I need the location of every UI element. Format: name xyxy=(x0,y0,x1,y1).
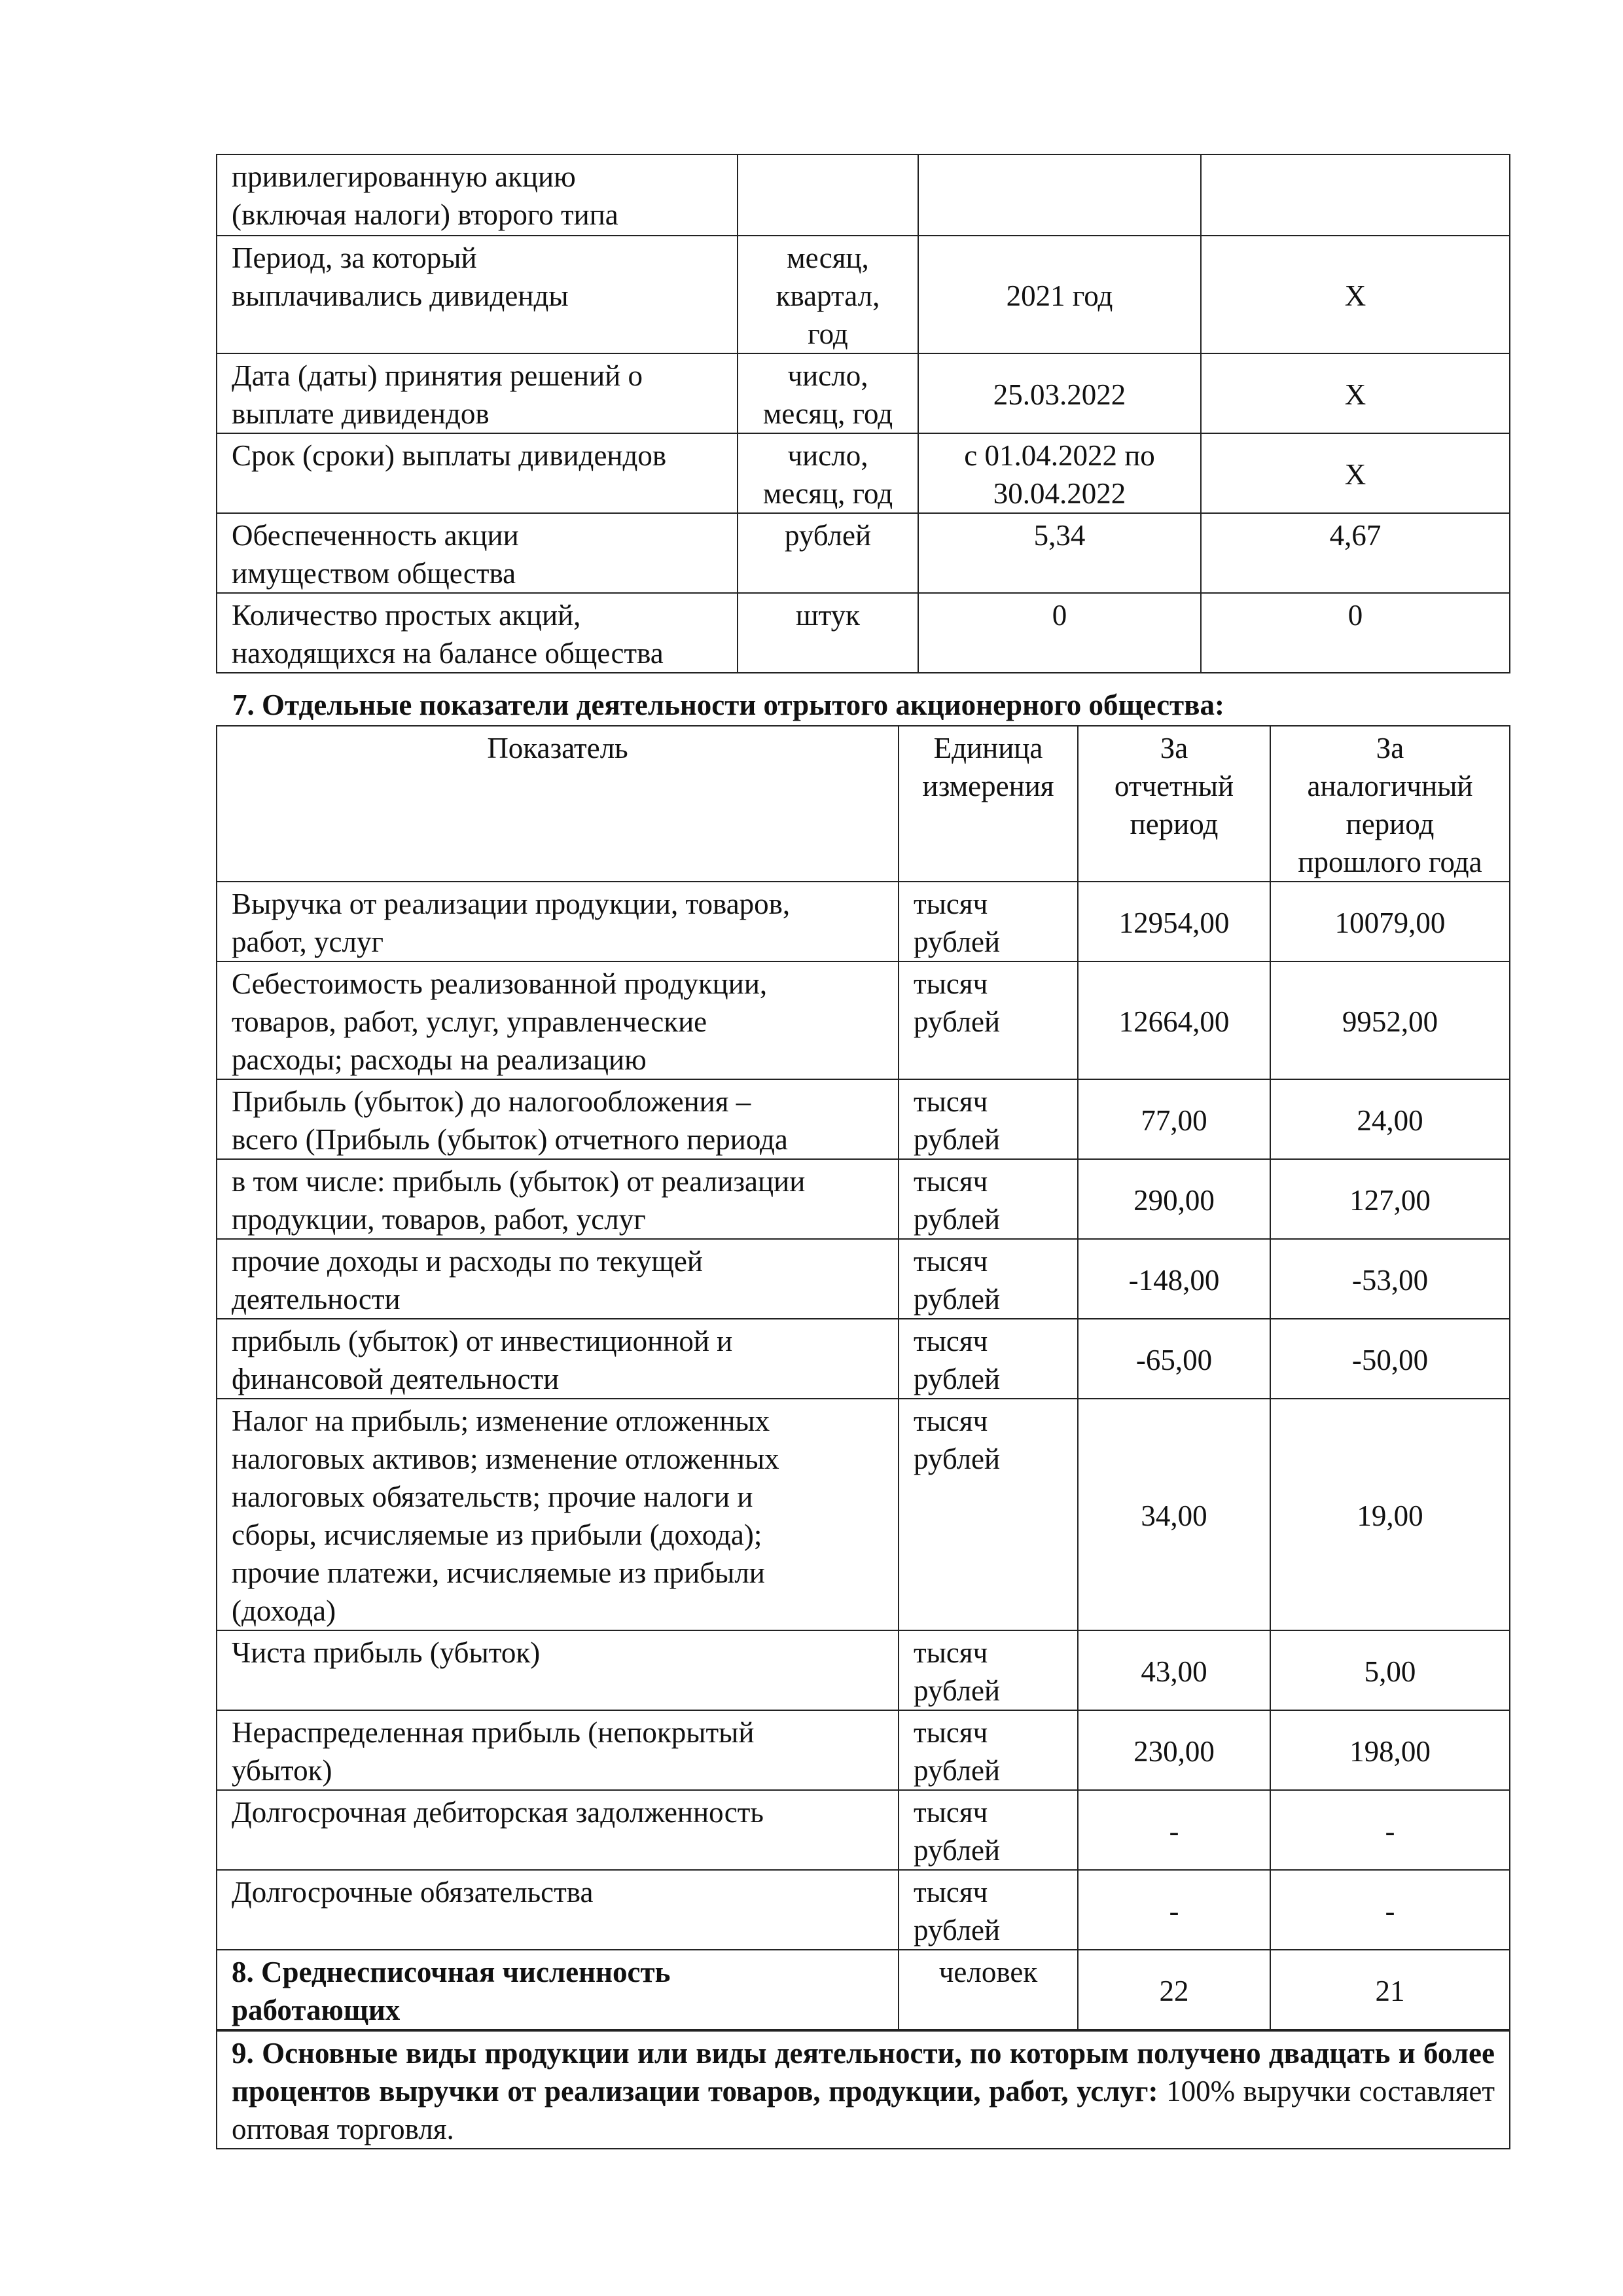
row-unit: рублей xyxy=(738,513,918,593)
row-previous: -53,00 xyxy=(1270,1239,1510,1319)
table-row xyxy=(217,593,1510,673)
row-label: Нераспределенная прибыль (непокрытый убыток) xyxy=(217,1710,899,1790)
row-unit: тысяч рублей xyxy=(899,1790,1078,1870)
row-current: 5,34 xyxy=(918,513,1201,593)
row-label: Срок (сроки) выплаты дивидендов xyxy=(217,433,738,513)
row-label: привилегированную акцию (включая налоги) второго типа xyxy=(217,154,738,236)
row-current: 12954,00 xyxy=(1078,882,1270,961)
row-current: 77,00 xyxy=(1078,1079,1270,1159)
row-previous: - xyxy=(1270,1790,1510,1870)
row-current: 0 xyxy=(918,593,1201,673)
row-current: 43,00 xyxy=(1078,1630,1270,1710)
row-unit: число, месяц, год xyxy=(738,353,918,433)
table-row xyxy=(217,236,1510,353)
row-previous: X xyxy=(1201,353,1510,433)
table-row xyxy=(217,1239,1510,1319)
header-current-period: За отчетный период xyxy=(1078,726,1270,882)
row-unit: штук xyxy=(738,593,918,673)
row-unit: число, месяц, год xyxy=(738,433,918,513)
section-7-title: 7. Отдельные показатели деятельности отрытого акционерного общества: xyxy=(232,689,1224,721)
table-row xyxy=(217,1630,1510,1710)
row-previous: 24,00 xyxy=(1270,1079,1510,1159)
row-label: Количество простых акций, находящихся на балансе общества xyxy=(217,593,738,673)
row-current: -148,00 xyxy=(1078,1239,1270,1319)
row-unit: тысяч рублей xyxy=(899,882,1078,961)
row-unit xyxy=(738,154,918,236)
row-label: Чиста прибыль (убыток) xyxy=(217,1630,899,1710)
row-unit: тысяч рублей xyxy=(899,1710,1078,1790)
row-previous: 0 xyxy=(1201,593,1510,673)
row-current: 25.03.2022 xyxy=(918,353,1201,433)
section-9-text xyxy=(217,2030,1510,2149)
row-previous: 5,00 xyxy=(1270,1630,1510,1710)
row-unit: тысяч рублей xyxy=(899,961,1078,1079)
row-current: 2021 год xyxy=(918,236,1201,353)
row-label: Период, за который выплачивались дивиденды xyxy=(217,236,738,353)
row-current: 290,00 xyxy=(1078,1159,1270,1239)
row-label: Себестоимость реализованной продукции, товаров, работ, услуг, управленческие расходы; расходы на реализацию xyxy=(217,961,899,1079)
table-row xyxy=(217,1079,1510,1159)
table-row xyxy=(217,1399,1510,1630)
row-unit: тысяч рублей xyxy=(899,1319,1078,1399)
section-8-unit: человек xyxy=(899,1950,1078,2030)
row-previous: 4,67 xyxy=(1201,513,1510,593)
row-label: Долгосрочные обязательства xyxy=(217,1870,899,1950)
row-current: 34,00 xyxy=(1078,1399,1270,1630)
section-9-value: 100% выручки составляет оптовая торговля. xyxy=(232,2075,1495,2145)
row-previous: 10079,00 xyxy=(1270,882,1510,961)
row-previous: 19,00 xyxy=(1270,1399,1510,1630)
header-previous-period: За аналогичный период прошлого года xyxy=(1270,726,1510,882)
table-header-row xyxy=(217,726,1510,882)
row-previous: -50,00 xyxy=(1270,1319,1510,1399)
row-previous: 9952,00 xyxy=(1270,961,1510,1079)
row-current xyxy=(918,154,1201,236)
table-row xyxy=(217,1159,1510,1239)
row-label: в том числе: прибыль (убыток) от реализации продукции, товаров, работ, услуг xyxy=(217,1159,899,1239)
row-previous: X xyxy=(1201,236,1510,353)
row-current: 12664,00 xyxy=(1078,961,1270,1079)
section-8-previous: 21 xyxy=(1270,1950,1510,2030)
table-row xyxy=(217,1710,1510,1790)
row-unit: тысяч рублей xyxy=(899,1239,1078,1319)
table-row-section-8 xyxy=(217,1950,1510,2030)
section-9-heading: 9. Основные виды продукции или виды деятельности, по которым получено двадцать и более процентов выручки от реализации товаров, продукции, работ, услуг: xyxy=(232,2037,1495,2108)
row-previous: - xyxy=(1270,1870,1510,1950)
table-row xyxy=(217,433,1510,513)
table-row xyxy=(217,1790,1510,1870)
section-8-current: 22 xyxy=(1078,1950,1270,2030)
row-current: 230,00 xyxy=(1078,1710,1270,1790)
table-row xyxy=(217,513,1510,593)
header-indicator: Показатель xyxy=(217,726,899,882)
row-unit: тысяч рублей xyxy=(899,1870,1078,1950)
table-row-section-9 xyxy=(217,2030,1510,2149)
table-row xyxy=(217,1870,1510,1950)
row-previous: 198,00 xyxy=(1270,1710,1510,1790)
row-label: прибыль (убыток) от инвестиционной и финансовой деятельности xyxy=(217,1319,899,1399)
section-8-label: 8. Среднесписочная численность работающих xyxy=(217,1950,899,2030)
row-previous: X xyxy=(1201,433,1510,513)
row-label: Обеспеченность акции имуществом общества xyxy=(217,513,738,593)
table-row xyxy=(217,961,1510,1079)
row-current: с 01.04.2022 по 30.04.2022 xyxy=(918,433,1201,513)
row-label: прочие доходы и расходы по текущей деятельности xyxy=(217,1239,899,1319)
row-unit: тысяч рублей xyxy=(899,1159,1078,1239)
row-unit: месяц, квартал, год xyxy=(738,236,918,353)
row-unit: тысяч рублей xyxy=(899,1399,1078,1630)
row-label: Выручка от реализации продукции, товаров, работ, услуг xyxy=(217,882,899,961)
row-unit: тысяч рублей xyxy=(899,1079,1078,1159)
row-label: Налог на прибыль; изменение отложенных налоговых активов; изменение отложенных налоговых обязательств; прочие налоги и сборы, исчисляемые из прибыли (дохода); прочие платежи, исчисляемые из прибыли (дохода) xyxy=(217,1399,899,1630)
row-unit: тысяч рублей xyxy=(899,1630,1078,1710)
row-label: Прибыль (убыток) до налогообложения – всего (Прибыль (убыток) отчетного периода xyxy=(217,1079,899,1159)
row-previous: 127,00 xyxy=(1270,1159,1510,1239)
table-row xyxy=(217,882,1510,961)
dividends-table xyxy=(216,154,1510,673)
indicators-table xyxy=(216,725,1510,2149)
header-unit: Единица измерения xyxy=(899,726,1078,882)
row-current: -65,00 xyxy=(1078,1319,1270,1399)
row-previous xyxy=(1201,154,1510,236)
row-current: - xyxy=(1078,1790,1270,1870)
table-row xyxy=(217,1319,1510,1399)
table-row xyxy=(217,353,1510,433)
row-label: Долгосрочная дебиторская задолженность xyxy=(217,1790,899,1870)
table-row xyxy=(217,154,1510,236)
row-current: - xyxy=(1078,1870,1270,1950)
row-label: Дата (даты) принятия решений о выплате дивидендов xyxy=(217,353,738,433)
